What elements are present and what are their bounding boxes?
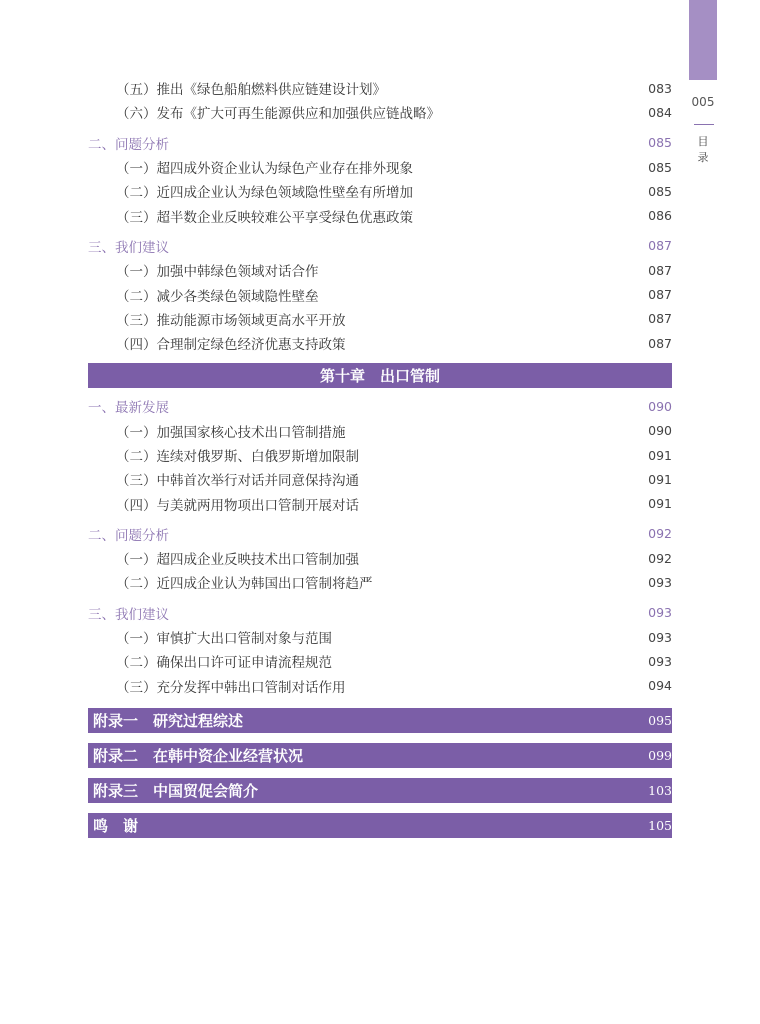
toc-entry-page: 094 bbox=[648, 678, 672, 694]
appendix-title: 鸣 谢 bbox=[93, 816, 139, 835]
toc-section-entry[interactable] bbox=[88, 131, 672, 155]
toc-entry-page: 092 bbox=[648, 526, 672, 542]
toc-entry[interactable] bbox=[88, 674, 672, 698]
appendix-list bbox=[88, 708, 672, 838]
toc-entry-title: 二、问题分析 bbox=[88, 136, 169, 153]
appendix-page: 103 bbox=[648, 782, 672, 798]
toc-entry-title: （二）连续对俄罗斯、白俄罗斯增加限制 bbox=[116, 449, 359, 465]
toc-entry[interactable] bbox=[88, 307, 672, 331]
toc-entry-title: （三）中韩首次举行对话并同意保持沟通 bbox=[116, 473, 359, 490]
appendix-page: 095 bbox=[648, 712, 672, 728]
appendix-entry[interactable] bbox=[88, 813, 672, 838]
page-number: 005 bbox=[691, 95, 715, 109]
toc-entry-title: 三、我们建议 bbox=[88, 239, 169, 256]
toc-entry-title: 三、我们建议 bbox=[88, 606, 169, 623]
toc-entry-page: 083 bbox=[648, 80, 672, 96]
toc-entry[interactable] bbox=[88, 570, 672, 594]
toc-entry-page: 093 bbox=[648, 605, 672, 621]
side-divider bbox=[694, 124, 714, 125]
toc-list-chapter bbox=[88, 394, 672, 698]
toc-entry[interactable] bbox=[88, 331, 672, 355]
appendix-page: 099 bbox=[648, 747, 672, 763]
toc-entry-title: （一）超四成外资企业认为绿色产业存在排外现象 bbox=[116, 161, 413, 178]
toc-entry-page: 090 bbox=[648, 398, 672, 414]
toc-entry-page: 087 bbox=[648, 311, 672, 327]
chapter-heading[interactable] bbox=[88, 363, 672, 388]
toc-entry[interactable] bbox=[88, 467, 672, 491]
toc-entry-page: 093 bbox=[648, 629, 672, 645]
toc-entry[interactable] bbox=[88, 491, 672, 515]
toc-entry-title: （三）充分发挥中韩出口管制对话作用 bbox=[116, 679, 346, 696]
toc-entry-title: （一）超四成企业反映技术出口管制加强 bbox=[116, 552, 359, 569]
toc-entry[interactable] bbox=[88, 546, 672, 570]
toc-entry-page: 093 bbox=[648, 574, 672, 590]
toc-section-entry[interactable] bbox=[88, 394, 672, 418]
toc-entry-page: 087 bbox=[648, 287, 672, 303]
toc-entry-page: 085 bbox=[648, 135, 672, 151]
toc-entry[interactable] bbox=[88, 100, 672, 124]
toc-entry-title: （二）近四成企业认为绿色领域隐性壁垒有所增加 bbox=[116, 185, 413, 202]
toc-entry-title: （一）加强中韩绿色领域对话合作 bbox=[116, 264, 319, 281]
table-of-contents bbox=[88, 76, 672, 838]
toc-entry[interactable] bbox=[88, 649, 672, 673]
section-label-top: 目 bbox=[697, 135, 709, 148]
toc-entry[interactable] bbox=[88, 76, 672, 100]
toc-entry[interactable] bbox=[88, 282, 672, 306]
appendix-entry[interactable] bbox=[88, 708, 672, 733]
toc-entry-title: （二）减少各类绿色领域隐性壁垒 bbox=[116, 288, 319, 305]
toc-entry[interactable] bbox=[88, 258, 672, 282]
toc-entry-title: （四）合理制定绿色经济优惠支持政策 bbox=[116, 337, 346, 354]
chapter-title: 第十章 出口管制 bbox=[319, 367, 440, 386]
toc-entry-page: 091 bbox=[648, 471, 672, 487]
toc-entry-page: 093 bbox=[648, 653, 672, 669]
toc-entry-page: 084 bbox=[648, 104, 672, 120]
toc-entry-title: （二）近四成企业认为韩国出口管制将趋严 bbox=[116, 576, 373, 593]
toc-section-entry[interactable] bbox=[88, 601, 672, 625]
toc-entry-title: （五）推出《绿色船舶燃料供应链建设计划》 bbox=[116, 82, 386, 99]
toc-entry[interactable] bbox=[88, 155, 672, 179]
toc-entry-page: 090 bbox=[648, 423, 672, 439]
toc-entry-title: 二、问题分析 bbox=[88, 527, 169, 544]
section-label-bottom: 录 bbox=[697, 151, 709, 164]
appendix-title: 附录三 中国贸促会简介 bbox=[93, 781, 259, 800]
side-tab-marker bbox=[689, 0, 717, 80]
toc-entry-page: 087 bbox=[648, 238, 672, 254]
toc-section-entry[interactable] bbox=[88, 234, 672, 258]
toc-entry-title: 一、最新发展 bbox=[88, 400, 169, 417]
toc-entry-page: 087 bbox=[648, 262, 672, 278]
toc-entry-title: （四）与美就两用物项出口管制开展对话 bbox=[116, 497, 359, 514]
toc-entry-page: 085 bbox=[648, 183, 672, 199]
appendix-title: 附录一 研究过程综述 bbox=[93, 711, 244, 730]
toc-entry-title: （三）推动能源市场领域更高水平开放 bbox=[116, 312, 346, 329]
appendix-title: 附录二 在韩中资企业经营状况 bbox=[93, 746, 304, 765]
toc-entry[interactable] bbox=[88, 625, 672, 649]
appendix-entry[interactable] bbox=[88, 743, 672, 768]
toc-entry-title: （三）超半数企业反映较难公平享受绿色优惠政策 bbox=[116, 209, 413, 226]
toc-section-entry[interactable] bbox=[88, 522, 672, 546]
appendix-page: 105 bbox=[648, 817, 672, 833]
toc-entry-page: 085 bbox=[648, 159, 672, 175]
toc-entry-page: 091 bbox=[648, 496, 672, 512]
toc-entry-title: （一）审慎扩大出口管制对象与范围 bbox=[116, 631, 332, 648]
toc-entry-page: 087 bbox=[648, 335, 672, 351]
section-label bbox=[689, 134, 717, 166]
toc-entry-page: 086 bbox=[648, 208, 672, 224]
toc-entry-title: （一）加强国家核心技术出口管制措施 bbox=[116, 424, 346, 441]
toc-entry[interactable] bbox=[88, 203, 672, 227]
toc-entry-title: （六）发布《扩大可再生能源供应和加强供应链战略》 bbox=[116, 106, 440, 123]
toc-entry[interactable] bbox=[88, 419, 672, 443]
appendix-entry[interactable] bbox=[88, 778, 672, 803]
toc-list-top bbox=[88, 76, 672, 355]
toc-entry-title: （二）确保出口许可证申请流程规范 bbox=[116, 655, 332, 672]
toc-entry[interactable] bbox=[88, 179, 672, 203]
toc-entry[interactable] bbox=[88, 443, 672, 467]
toc-entry-page: 092 bbox=[648, 550, 672, 566]
toc-entry-page: 091 bbox=[648, 447, 672, 463]
